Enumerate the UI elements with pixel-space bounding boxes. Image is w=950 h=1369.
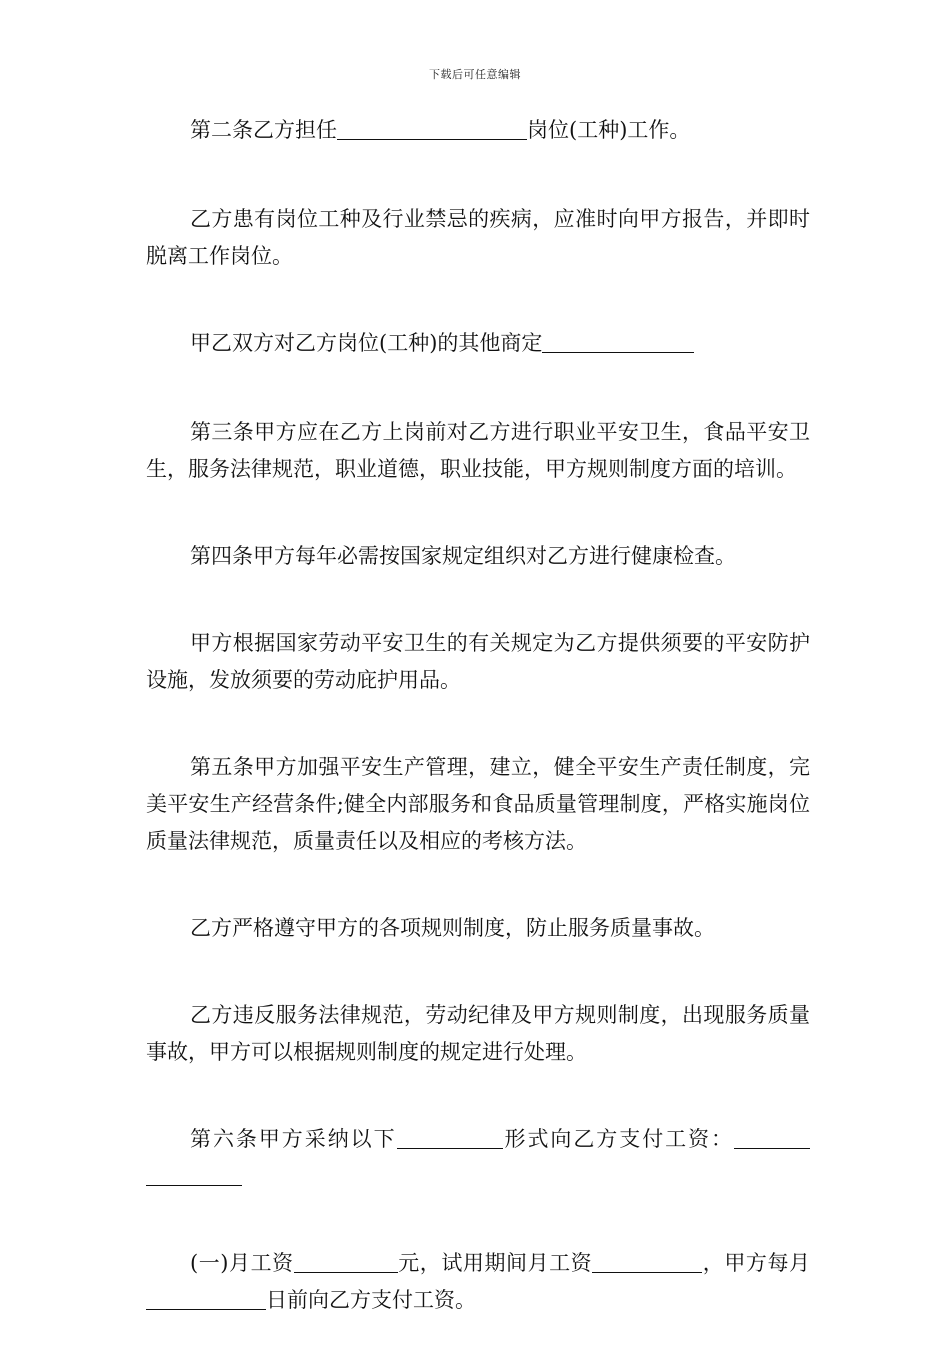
other-agreement-paragraph bbox=[146, 325, 810, 362]
probation-wage-label: 元，试用期间月工资 bbox=[397, 1251, 593, 1275]
payment-form-blank[interactable] bbox=[397, 1124, 503, 1149]
position-blank[interactable] bbox=[337, 115, 527, 140]
monthly-wage-blank[interactable] bbox=[294, 1248, 398, 1273]
article-3: 第三条甲方应在乙方上岗前对乙方进行职业平安卫生，食品平安卫生，服务法律规范，职业道德，职业技能，甲方规则制度方面的培训。 bbox=[146, 420, 810, 481]
article-2-suffix: 岗位(工种)工作。 bbox=[527, 118, 691, 142]
page-header: 下载后可任意编辑 bbox=[429, 68, 521, 81]
article-5: 第五条甲方加强平安生产管理，建立，健全平安生产责任制度，完美平安生产经营条件;健全内部服务和食品质量管理制度，严格实施岗位质量法律规范，质量责任以及相应的考核方法。 bbox=[146, 755, 810, 853]
article-6 bbox=[146, 1121, 810, 1195]
payment-detail-blank-2[interactable] bbox=[146, 1161, 242, 1186]
other-agreement-blank[interactable] bbox=[542, 328, 694, 353]
article-4: 第四条甲方每年必需按国家规定组织对乙方进行健康检查。 bbox=[190, 544, 736, 568]
disease-paragraph: 乙方患有岗位工种及行业禁忌的疾病，应准时向甲方报告，并即时脱离工作岗位。 bbox=[146, 207, 810, 268]
probation-wage-blank[interactable] bbox=[592, 1248, 702, 1273]
other-agreement-text: 甲乙双方对乙方岗位(工种)的其他商定 bbox=[190, 331, 543, 355]
violation-paragraph: 乙方违反服务法律规范，劳动纪律及甲方规则制度，出现服务质量事故，甲方可以根据规则制度的规定进行处理。 bbox=[146, 1003, 810, 1064]
article-6-suffix: 形式向乙方支付工资： bbox=[502, 1127, 735, 1151]
pay-day-label: ，甲方每月 bbox=[702, 1251, 810, 1275]
monthly-wage-label: (一)月工资 bbox=[190, 1251, 294, 1275]
article-6-prefix: 第六条甲方采纳以下 bbox=[190, 1127, 397, 1151]
pay-day-suffix: 日前向乙方支付工资。 bbox=[266, 1288, 476, 1312]
section-1-wage bbox=[146, 1245, 810, 1319]
pay-day-blank[interactable] bbox=[146, 1285, 266, 1310]
document-body bbox=[146, 112, 810, 1369]
compliance-paragraph: 乙方严格遵守甲方的各项规则制度，防止服务质量事故。 bbox=[190, 916, 715, 940]
protection-paragraph: 甲方根据国家劳动平安卫生的有关规定为乙方提供须要的平安防护设施，发放须要的劳动庇护用品。 bbox=[146, 631, 810, 692]
article-2-prefix: 第二条乙方担任 bbox=[190, 118, 337, 142]
payment-detail-blank-1[interactable] bbox=[734, 1124, 810, 1149]
article-2 bbox=[146, 112, 810, 149]
